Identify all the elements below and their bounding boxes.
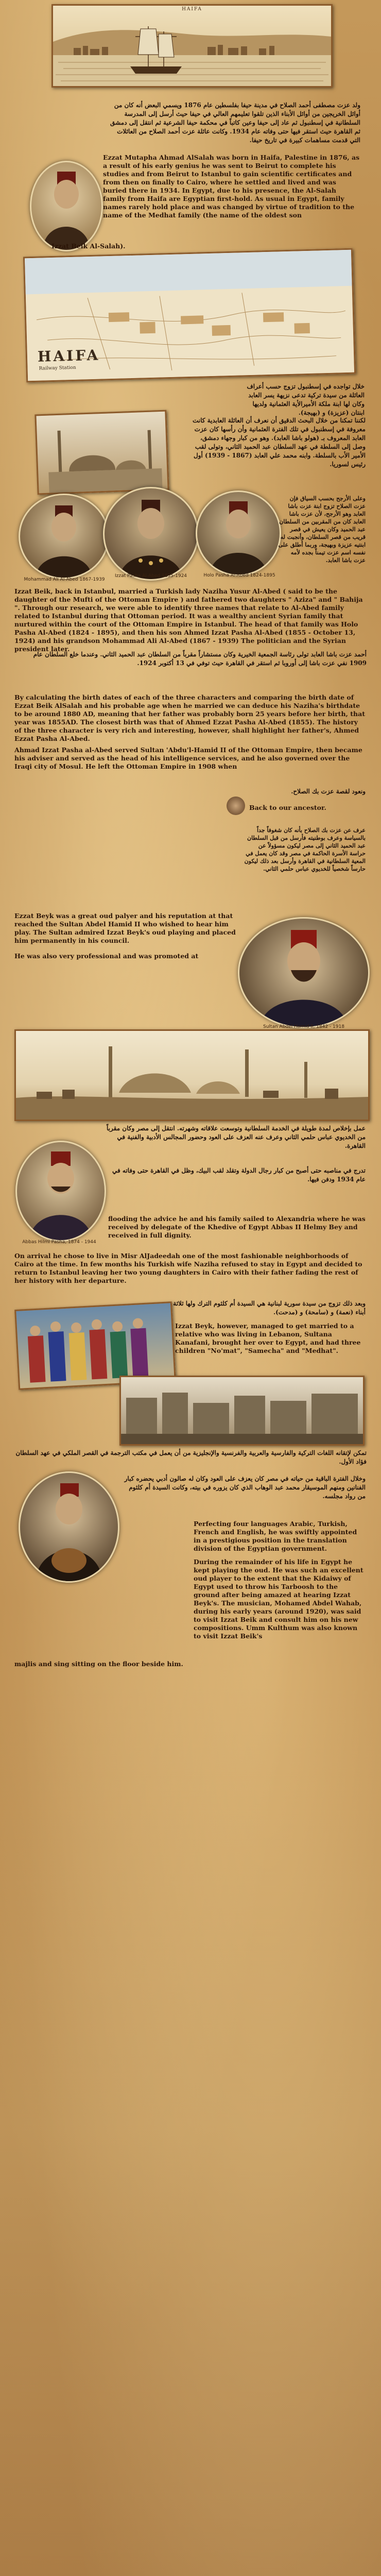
sec5-english-3: majlis and sing sitting on the floor beside him.: [14, 1660, 183, 1668]
bottom-border: [0, 1673, 381, 2576]
sec5-arabic-3: وخلال الفترة الباقية من حياته في مصر كان يعزف على العود وكان له صالون أدبي يحضره كبار الفنانين ومنهم الموسيقار محمد عبد الوهاب الذي كان يزوره في بيته، وكانت السيدة أم كلثوم من رواد مجلسه.: [124, 1475, 366, 1500]
portrait-sultan-abdel-hamid: [238, 917, 370, 1028]
sec4-arabic-2: عرف عن عزت بك الصلاح بأنه كان شغوفاً جداً بالسياسة وعرف بوطنيته فأرسل من قبل السلطان عبد الحميد الثاني إلى مصر ليكون مسؤولاً عن حراسة الأسرة الحاكمة في مصر وقد كان يعمل في المعية السلطانية في القاهرة وأرسل بعد ذلك ليكون حارساً شخصياً للخديوي عباس حلمي الثاني.: [244, 827, 366, 872]
profile-ancestor: [227, 796, 245, 815]
cairo-street-photo: [119, 1376, 365, 1446]
sec2-arabic-3: وعلى الأرجح بحسب السياق فإن عزت الصلاح تزوج ابنة عزت باشا العابد وهو الأرجح، لأن عزت باشا العابد كان من المقربين من السلطان عبد الحميد وكان يعيش في قصر قريب من قصر السلطان، وأنجبت له ابنتيه عزيزة وبهيجة، وربما أطلق على نفسه اسم عزت تيمناً بجده لأمه عزت باشا العابد.: [278, 495, 366, 564]
portrait-izzat-pasha: [103, 487, 199, 581]
portrait-holo-pasha: [196, 490, 281, 576]
sec2-english: Izzat Beik, back in Istanbul, married a Turkish lady Naziha Yusur Al-Abed ( said to be the daughter of the Mufti of the Ottoman Empire ) and fathered two daughters " Aziza" and " Bahija ". Through our research, we were able to identify three names that relate to Al-Abed family related to Istanbul during that Ottoman period. It was a wealthy ancient Syrian family that nurtured within the court of the Ottoman Empire in Istanbul. The head of that family was Holo Pasha Al-Abed (1824 - 1895), and then his son Ahmed Izzat Pasha Al-Abed (1855 - October 13, 1924) and his grandson Mohammad Ali Al-Abed (1867 - 1939) The politician and the Syrian president later.: [14, 587, 363, 653]
engraving-title: HAIFA: [182, 7, 202, 12]
sec4-arabic-3: عمل بإخلاص لمدة طويلة في الخدمة السلطانية وتوسعت علاقاته وشهرته. انتقل إلى مصر وكان مقرباً من الخديوي عباس حلمي الثاني وعرف عنه العزف على العود وحضور المجالس الأدبية والفنية في القاهرة.: [106, 1125, 366, 1149]
sec4-english-2: He was also very professional and was promoted at: [14, 952, 199, 960]
street-drawing: [121, 1377, 363, 1444]
sec4-english-1: Ezzat Beyk was a great oud palyer and his reputation at that reached the Sultan Abdel Hamid II who wished to hear him play. The Sultan admired Izzat Beyk's oud playing and placed him permanently in his council.: [14, 912, 236, 944]
portrait-ezzat-figure: [31, 162, 101, 250]
portrait-sultan-figure: [239, 919, 368, 1027]
sec2-arabic-2: لكننا تمكنا من خلال البحث الدقيق أن نعرف أن العائلة العابدية كانت معروفة في إسطنبول في تلك الفترة العثمانية وأن رأسها كان عزت العابد المعروف بـ (هولو باشا العابد). وهو من كبار وجهاء دمشق، وصل إلى السلطة في عهد السلطان عبد الحميد الثاني، وتولى لقب الأمير الأب بالسلطة. وابنه محمد علي العابد (1867 - 1939) أول رئيس لسوريا.: [193, 417, 366, 468]
caption-sultan: Sultan Abdel Hamid II, 1842 - 1918: [263, 1024, 344, 1029]
cairo-citadel-engraving: [14, 1029, 370, 1121]
caption-mohammad-ali: Mohammad Ali Al-Abed 1867-1939: [24, 577, 105, 582]
sec5-english-1: Izzat Beyk, however, managed to get married to a relative who was living in Lebanon, Sultana Kanafani, brought her over to Egypt, and had three children "No'mat", "Samecha" and "Medhat".: [175, 1322, 361, 1354]
intro-english-last: Izzat Beik Al-Salah).: [51, 242, 126, 250]
portrait-abbas-hilmi: [15, 1141, 106, 1242]
haifa-map: [23, 248, 356, 383]
sec3-english-1: By calculating the birth dates of each of the three characters and comparing the birth date of Ezzat Beik AlSalah and his probable age when he married we can deduce his Naziha's birthdate to be around 1880 AD, meaning that her father was probably born 25 years before her birth, that year was 1855AD. The closest birth was that of Ahmed Ezzat Pasha Al-Abed (1855). The history of the three character is very rich and interesting, however, shall highlight her father's, Ahmed Ezzat Pasha Al-Abed.: [14, 693, 365, 742]
sec4-english-3: flooding the advice he and his family sailed to Alexandria where he was received by delegate of the Khedive of Egypt Abbas II Helmy Bey and received in full dignity.: [108, 1215, 366, 1239]
map-title: HAIFA: [37, 346, 100, 365]
portrait-mohammad-ali-figure: [20, 495, 108, 578]
portrait-oud-figure: [20, 1473, 118, 1581]
intro-english: Ezzat Mutapha Ahmad AlSalah was born in Haifa, Palestine in 1876, as a result of his early genius he was sent to Beirut to complete his studies and from Beirut to Istanbul to gain scientific certificates and from then on finally to Cairo, where he settled and lived and was buried there in 1934. In Egypt, due to his presence, the Al-Salah family from Haifa are Egyptian first-hold. As usual in Egypt, family names rarely hold place and was changed by virtue of tradition to the name of the Medhat family (the name of the oldest son: [103, 154, 360, 219]
portrait-holo-pasha-figure: [197, 492, 280, 574]
sec4-arabic-4: تدرج في مناصبه حتى أصبح من كبار رجال الدولة وتقلد لقب البيك، وظل في القاهرة حتى وفاته في عام 1934 ودفن فيها.: [112, 1167, 366, 1183]
sec4-arabic-1: ونعود لقصة عزت بك الصلاح.: [291, 788, 366, 795]
caption-abbas-hilmi: Abbas Hilmi Pasha, 1874 - 1944: [22, 1240, 96, 1245]
sec5-arabic-2: تمكن لإتقانه اللغات التركية والفارسية والعربية والفرنسية والإنجليزية من أن يعمل في مكتب الترجمة في القصر الملكي في عهد السلطان فؤاد الأول.: [15, 1449, 367, 1465]
sec5-english-2: During the remainder of his life in Egypt he kept playing the oud. He was such an excellent oud player to the extent that the Kidaiwy of Egypt used to throw his Tarboosh to the ground after being amazed at hearing Izzat Beyk's. The musician, Mohamed Abdel Wahab, during his early years (around 1920), was said to visit Izzat Beik and consult him on his new compositions. Umm Kulthum was also known to visit Izzat Beik's: [194, 1558, 363, 1640]
sec3-arabic: أحمد عزت باشا العابد تولى رئاسة الجمعية الخيرية وكان مستشاراً مقرباً من السلطان عبد الحميد الثاني. وعندما خلع السلطان عام 1909 نفي عزت باشا إلى أوروبا ثم استقر في القاهرة حيث توفي في 13 أكتوبر 1924.: [33, 651, 367, 667]
sec4-english-4: On arrival he chose to live in Misr AlJadeedah one of the most fashionable neighborhoods of Cairo at the time. In few months his Turkish wife Naziha refused to stay in Egypt and decided to return to Istanbul leaving her two young daughters in Cairo with their father fading the rest of her history with her departure.: [14, 1252, 362, 1284]
portrait-izzat-pasha-figure: [105, 488, 197, 579]
caption-holo-pasha: Holo Pasha Al-Abed 1824-1895: [203, 573, 275, 578]
cairo-drawing: [16, 1031, 368, 1120]
caption-izzat-pasha: Izzat Pasha Al-Abed 1855-1924: [114, 573, 187, 579]
engraving-drawing: [53, 6, 331, 86]
istanbul-mosque-image: [34, 410, 169, 495]
portrait-abbas-figure: [17, 1142, 105, 1240]
sec2-arabic-1: خلال تواجده في إسطنبول تزوج حسب أعراف العائلة من سيدة تركية تدعى نزيهة يسر العابد وكان لها ابنة ملكة الأميرالأية العثمانية ولديها ابنتان (عزيزة) و (بهيجة).: [247, 383, 365, 416]
sec5-english-translation: Perfecting four languages Arabic, Turkish, French and English, he was swiftly appointed in a prestigious position in the translation division of the Egyptian government.: [194, 1520, 357, 1552]
portrait-ezzat: [30, 161, 103, 251]
sec5-arabic-1: وبعد ذلك تزوج من سيدة سورية لبنانية هي السيدة أم كلثوم الترك ولها ثلاثة أبناء (نعمة) و (سامحة) و (مدحت).: [173, 1300, 366, 1316]
haifa-engraving: [51, 4, 333, 88]
portrait-oud-player: [19, 1471, 119, 1583]
sec4-back-to-ancestor: Back to our ancestor.: [249, 804, 326, 811]
portrait-mohammad-ali: [19, 494, 109, 579]
map-subtitle: Railway Station: [39, 365, 76, 371]
mosque-drawing: [36, 412, 167, 494]
sec3-english-2: Ahmad Izzat Pasha al-Abed served Sultan 'Abdu'l-Hamid II of the Ottoman Empire, then became his adviser and served as the head of his intelligence services, and he also governed over the Iraqi city of Mosul. He left the Ottoman Empire in 1908 when: [14, 746, 362, 770]
intro-arabic: ولد عزت مصطفى أحمد الصلاح في مدينة حيفا بفلسطين عام 1876 ويسمي البعض أنه كان من أوائل الخريجين من أوائل الأبناء الذين تلقوا تعليمهم العالي في حيفا حيث أرسل إلى المدرسة السلطانية في إسطنبول ثم عاد إلى حيفا وعين كاتباً في محكمة حيفا الشرعية ثم انتقل إلى دمشق ثم القاهرة حيث استقر فيها حتى وفاته عام 1934. وكانت عائلة عزت أحمد الصلاح من العائلات التي قدمت مساهمات كبيرة في تاريخ حيفا.: [110, 101, 360, 144]
